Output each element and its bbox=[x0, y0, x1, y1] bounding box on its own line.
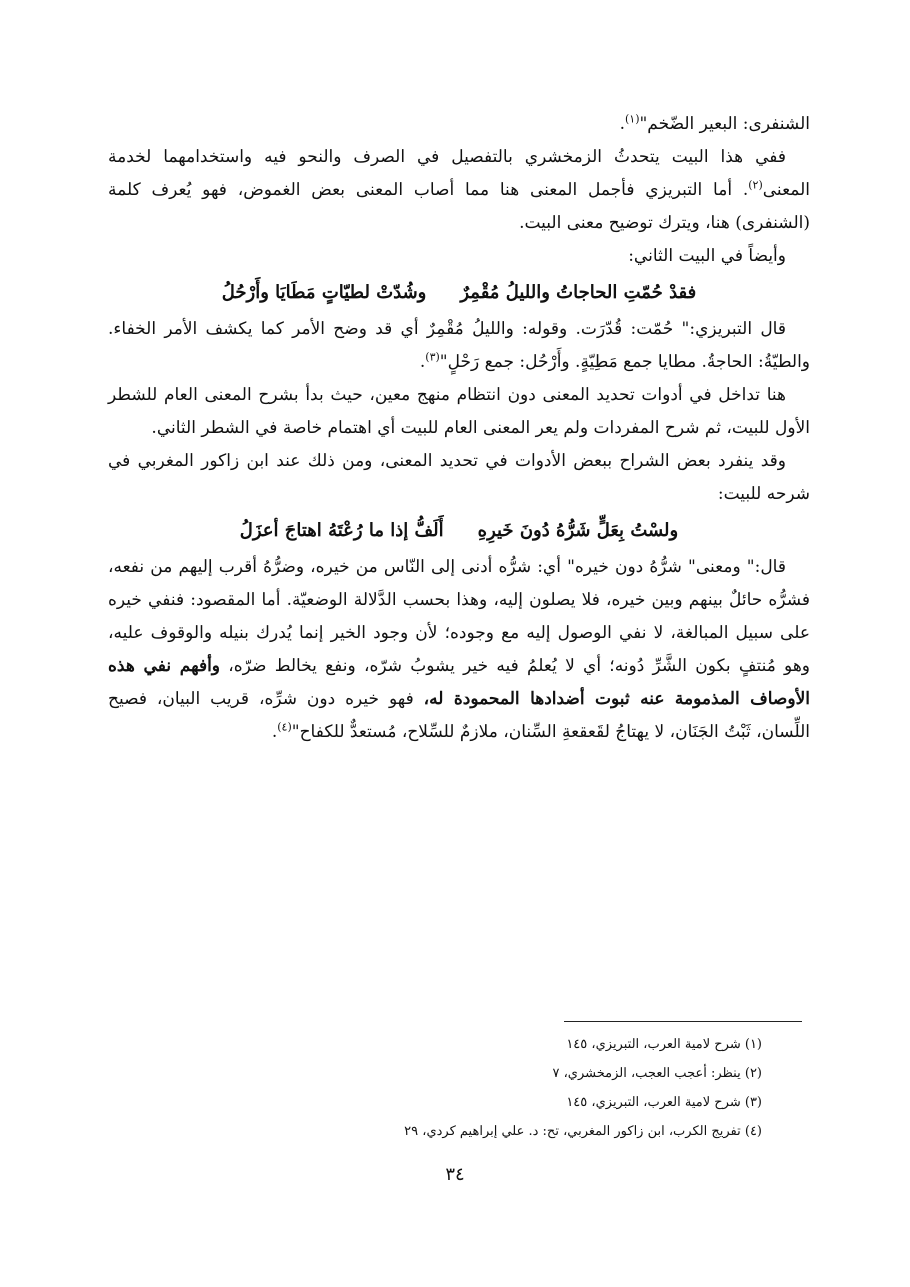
footnotes bbox=[202, 1030, 762, 1146]
paragraph-3: وأيضاً في البيت الثاني: bbox=[628, 246, 786, 266]
paragraph-2: ففي هذا البيت يتحدثُ الزمخشري بالتفصيل في الصرف والنحو فيه واستخدامهما لخدمة المعنى$^{(٢)}$. أما التبريزي فأجمل المعنى هنا مما أصاب المعنى بعض الغموض، فهو يُعرف كلمة (الشنفرى) هنا، ويترك توضيح معنى البيت. bbox=[108, 147, 810, 233]
verse-1-first-hemistich: فقدْ حُمّتِ الحاجاتُ والليلُ مُقْمِرٌ bbox=[460, 282, 697, 303]
paragraph-6: وقد ينفرد بعض الشراح ببعض الأدوات في تحديد المعنى، ومن ذلك عند ابن زاكور المغربي في شرحه للبيت: bbox=[108, 451, 810, 504]
footnote-3: (٣) شرح لامية العرب، التبريزي، ١٤٥ bbox=[566, 1095, 762, 1110]
footnote-ref-1: (١) bbox=[624, 112, 640, 126]
verse-2-second-hemistich: أَلَفُّ إذا ما رُعْتَهُ اهتاجَ أعزَلُ bbox=[239, 520, 444, 541]
paragraph-4: قال التبريزي:" حُمّت: قُدّرَت. وقوله: والليلُ مُقْمِرٌ أي قد وضح الأمر كما يكشف الأمر الخفاء. والطيّةُ: الحاجةُ. مطايا جمع مَطِيّةٍ. وأَرْحُل: جمع رَحْلٍ"$^{(٣)}$. bbox=[108, 319, 810, 372]
footnote-ref-4: (٤) bbox=[277, 720, 292, 734]
footnote-4: (٤) تفريج الكرب، ابن زاكور المغربي، تح: د. علي إبراهيم كردي، ٢٩ bbox=[404, 1124, 762, 1139]
footnote-1: (١) شرح لامية العرب، التبريزي، ١٤٥ bbox=[566, 1037, 762, 1052]
verse-2-first-hemistich: ولسْتُ بِعَلٍّ شَرُّهُ دُونَ خَيرِهِ bbox=[477, 520, 679, 541]
page-number: ٣٤ bbox=[445, 1164, 465, 1185]
footnote-separator bbox=[564, 1021, 802, 1022]
verse-1 bbox=[108, 273, 810, 313]
paragraph-5: هنا تداخل في أدوات تحديد المعنى دون انتظام منهج معين، حيث بدأ بشرح المعنى العام للشطر الأول للبيت، ثم شرح المفردات ولم يعر المعنى العام للبيت أي اهتمام خاصة في الشطر الثاني. bbox=[108, 385, 810, 438]
paragraph-1: الشنفرى: البعير الضّخم"$^{(١)}$. bbox=[619, 112, 810, 134]
paragraph-7: قال:" ومعنى" شرُّهُ دون خيره" أي: شرُّه أدنى إلى النّاس من خيره، وضرُّهُ أقرب إليهم من نفعه، فشرُّه حائلٌ بينهم وبين خيره، فلا يصلون إليه، وهذا بحسب الدَّلالة الوضعيّة. أما المقصود: فنفي خيره على سبيل المبالغة، لا نفي الوصول إليه مع وجوده؛ لأن وجود الخير إنما يُدرك بنيله والوقوف عليه، وهو مُنتفٍ بكون الشَّرِّ دُونه؛ أي لا يُعلمُ فيه خير يشوبُ شرّه، ونفع يخالط ضرّه، وأفهم نفي هذه الأوصاف المذمومة عنه ثبوت أضدادها المحمودة له، فهو خيره دون شرِّه، قريب البيان، فصيح اللِّسان، ثَبْتُ الجَنَان، لا يهتاجُ لقَعقعةِ السِّنان، ملازمٌ للسِّلاح، مُستعدٌّ للكفاح"$^{(٤)}$. bbox=[108, 557, 811, 742]
verse-2 bbox=[108, 511, 810, 551]
footnote-ref-2: (٢) bbox=[748, 178, 763, 192]
footnote-2: (٢) ينظر: أعجب العجب، الزمخشري، ٧ bbox=[552, 1066, 762, 1081]
verse-1-second-hemistich: وشُدّتْ لطيّاتٍ مَطَايَا وأَرْحُلُ bbox=[221, 282, 427, 303]
footnote-ref-3: (٣) bbox=[425, 350, 440, 364]
page-body bbox=[108, 108, 810, 749]
bold-phrase: وأفهم نفي هذه الأوصاف المذمومة عنه ثبوت أضدادها المحمودة له، bbox=[108, 656, 810, 709]
